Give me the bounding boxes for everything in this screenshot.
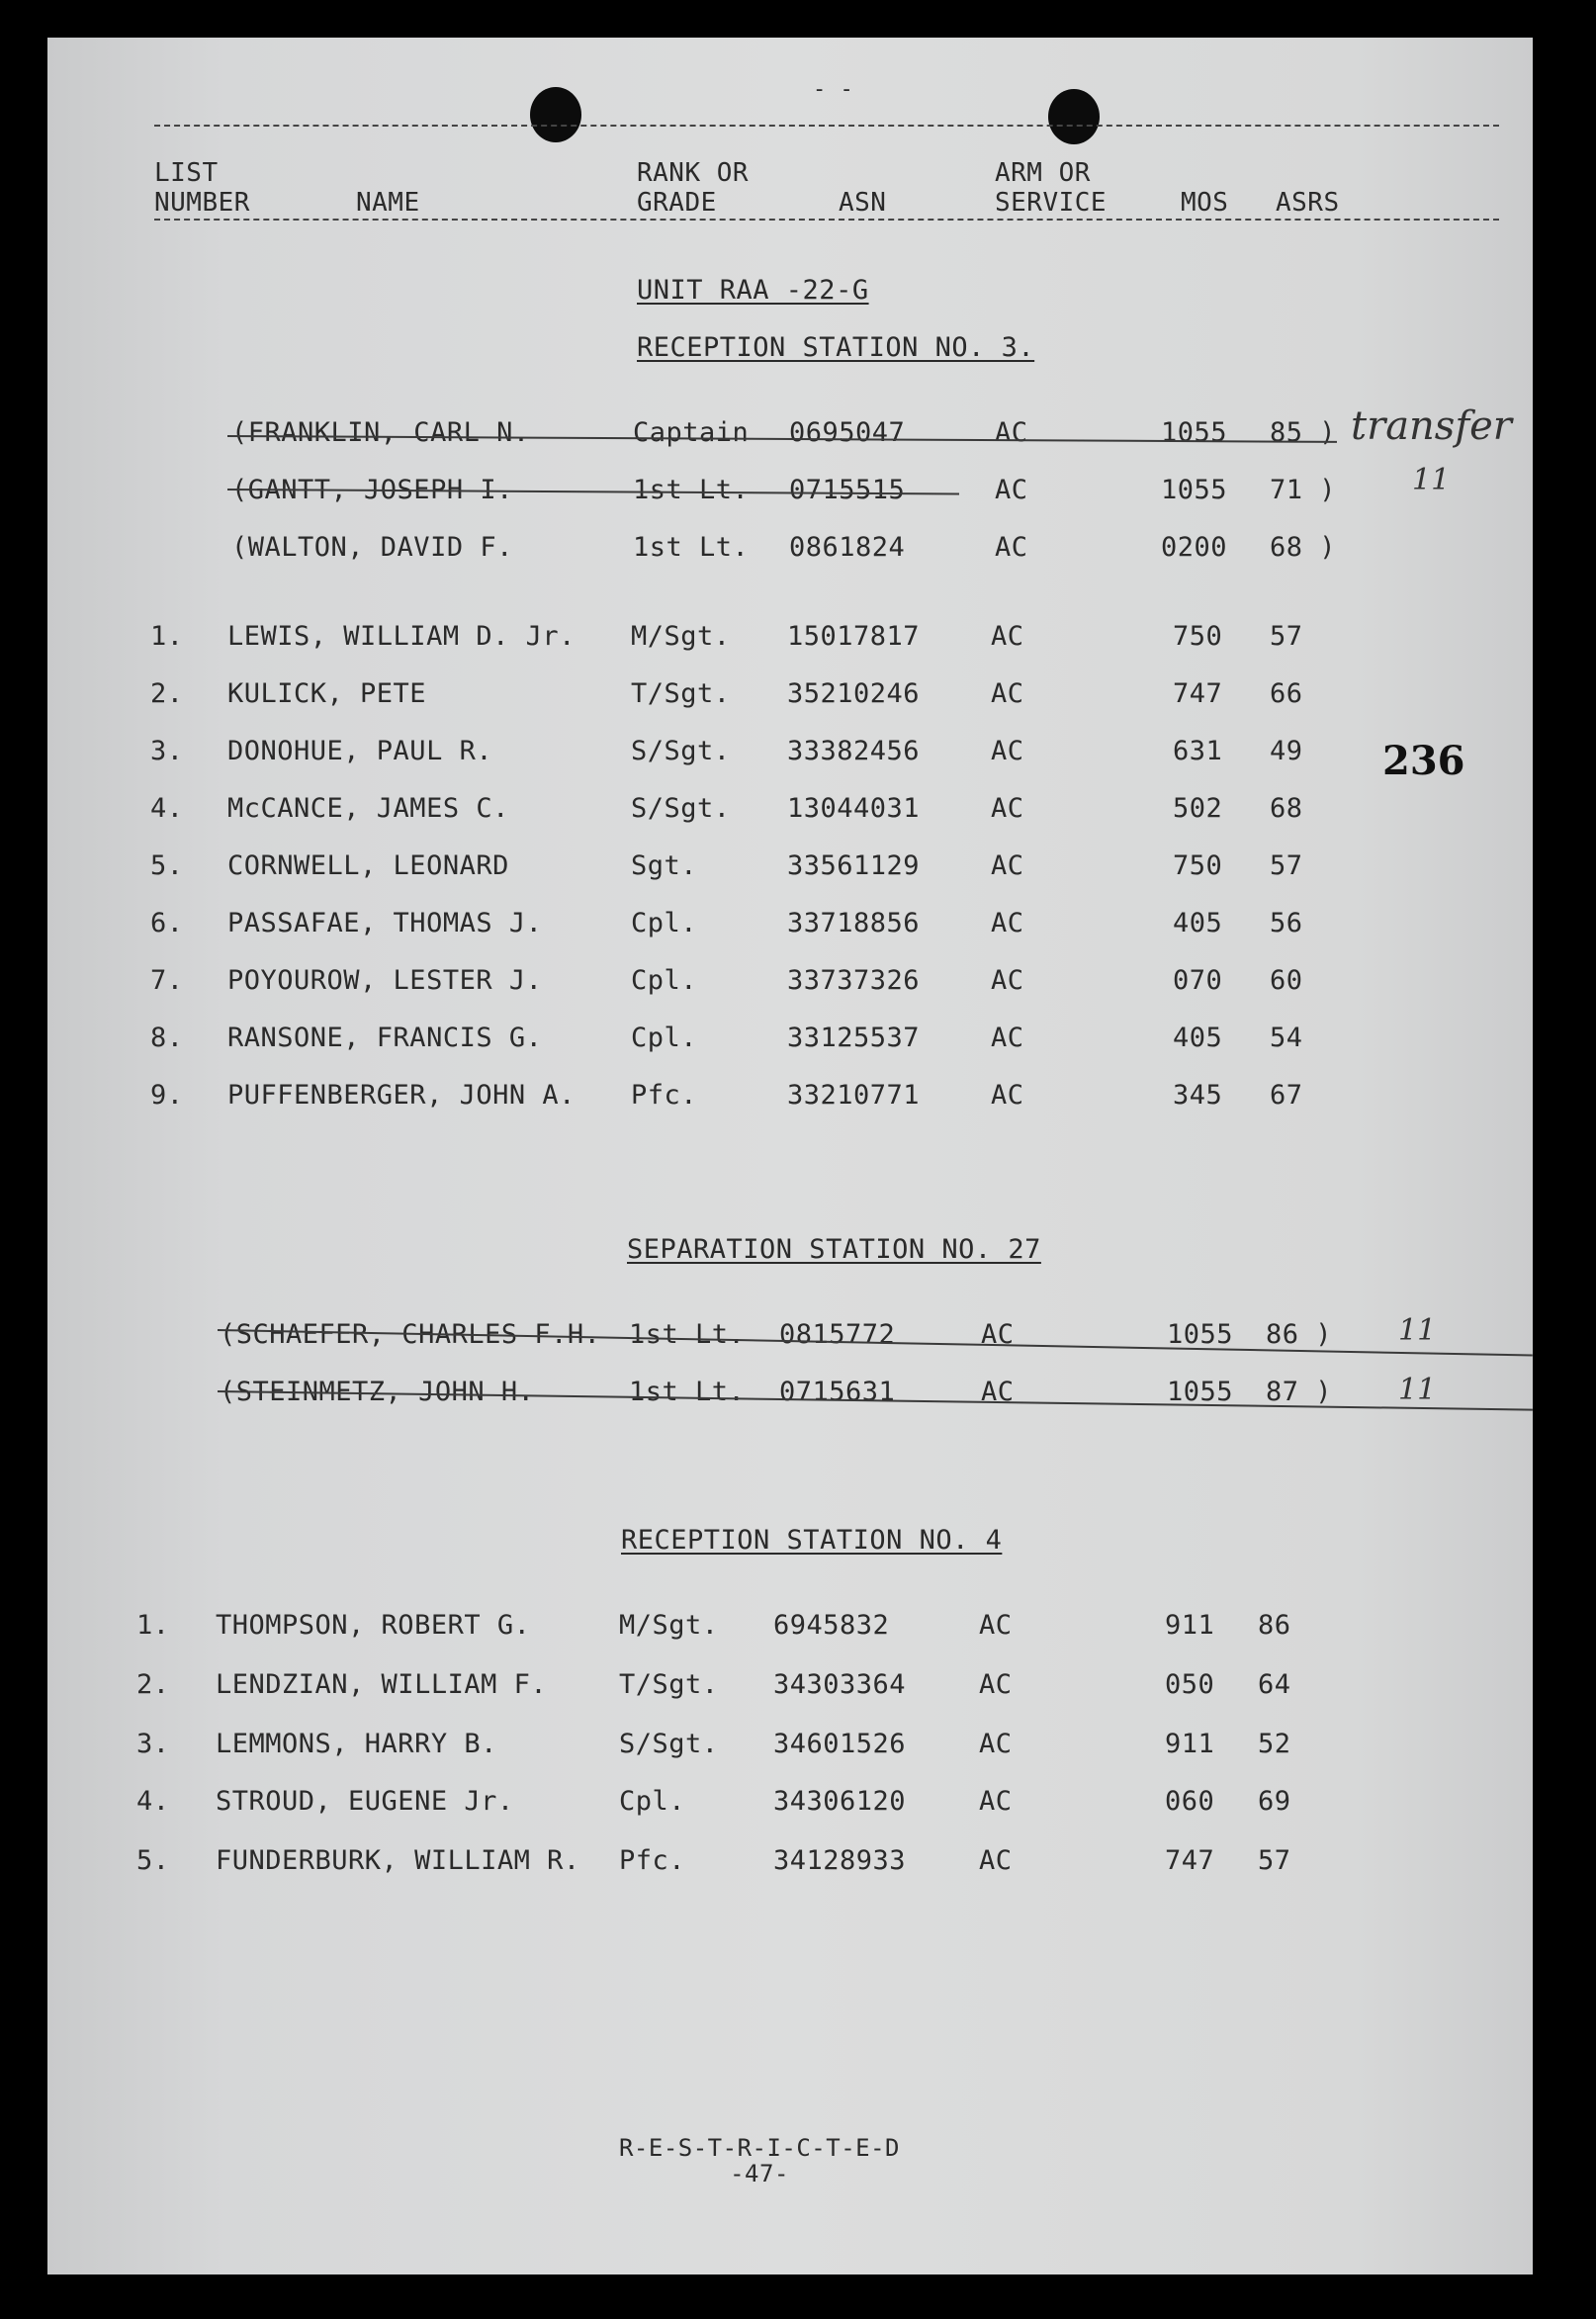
officer-rank: Captain xyxy=(633,417,750,448)
row-asn: 15017817 xyxy=(787,621,921,652)
handwritten-note: 11 xyxy=(1398,1313,1437,1348)
officer-rank: 1st Lt. xyxy=(629,1377,746,1407)
officer-name: (SCHAEFER, CHARLES F.H. xyxy=(220,1319,601,1350)
officer-mos: 1055 xyxy=(1167,1319,1234,1350)
officer-asrs: 87 ) xyxy=(1266,1377,1333,1407)
row-mos: 502 xyxy=(1173,793,1223,824)
row-name: PASSAFAE, THOMAS J. xyxy=(227,908,543,938)
top-mark: - - xyxy=(813,77,854,102)
row-asn: 33718856 xyxy=(787,908,921,938)
row-arm: AC xyxy=(991,965,1024,996)
row-asn: 33561129 xyxy=(787,850,921,881)
row-name: POYOUROW, LESTER J. xyxy=(227,965,543,996)
row-arm: AC xyxy=(979,1729,1013,1759)
officer-asrs: 68 ) xyxy=(1270,532,1337,563)
row-arm: AC xyxy=(991,736,1024,766)
row-mos: 345 xyxy=(1173,1080,1223,1111)
handwritten-note: transfer xyxy=(1351,403,1512,449)
header-arm: ARM OR SERVICE xyxy=(995,158,1108,218)
row-rank: M/Sgt. xyxy=(631,621,731,652)
section3-title: RECEPTION STATION NO. 4 xyxy=(621,1525,1003,1556)
row-name: KULICK, PETE xyxy=(227,678,427,709)
row-name: LEMMONS, HARRY B. xyxy=(216,1729,497,1759)
row-rank: Pfc. xyxy=(619,1845,686,1876)
row-asrs: 60 xyxy=(1270,965,1303,996)
row-number: 1. xyxy=(136,1610,170,1641)
row-mos: 070 xyxy=(1173,965,1223,996)
document-page xyxy=(47,38,1533,2274)
punch-hole-right xyxy=(1048,89,1100,144)
row-asn: 34303364 xyxy=(773,1669,907,1700)
row-asrs: 56 xyxy=(1270,908,1303,938)
row-number: 2. xyxy=(136,1669,170,1700)
row-arm: AC xyxy=(991,621,1024,652)
row-arm: AC xyxy=(991,793,1024,824)
row-arm: AC xyxy=(991,1023,1024,1053)
row-asn: 35210246 xyxy=(787,678,921,709)
officer-name: (GANTT, JOSEPH I. xyxy=(231,475,513,505)
officer-arm: AC xyxy=(995,532,1028,563)
row-mos: 750 xyxy=(1173,850,1223,881)
row-rank: T/Sgt. xyxy=(619,1669,719,1700)
row-asrs: 52 xyxy=(1258,1729,1291,1759)
row-number: 2. xyxy=(150,678,184,709)
row-arm: AC xyxy=(979,1786,1013,1817)
row-mos: 405 xyxy=(1173,1023,1223,1053)
row-arm: AC xyxy=(991,678,1024,709)
row-asrs: 67 xyxy=(1270,1080,1303,1111)
officer-mos: 1055 xyxy=(1161,417,1228,448)
officer-arm: AC xyxy=(995,417,1028,448)
stamped-page-number: 236 xyxy=(1382,738,1465,784)
row-rank: S/Sgt. xyxy=(631,793,731,824)
row-number: 1. xyxy=(150,621,184,652)
section2-title: SEPARATION STATION NO. 27 xyxy=(627,1234,1041,1265)
row-asn: 33125537 xyxy=(787,1023,921,1053)
row-rank: S/Sgt. xyxy=(631,736,731,766)
row-arm: AC xyxy=(979,1610,1013,1641)
row-rank: Cpl. xyxy=(619,1786,686,1817)
row-mos: 747 xyxy=(1165,1845,1215,1876)
officer-rank: 1st Lt. xyxy=(629,1319,746,1350)
header-list-number: LIST NUMBER xyxy=(154,158,250,218)
row-name: DONOHUE, PAUL R. xyxy=(227,736,493,766)
officer-asrs: 86 ) xyxy=(1266,1319,1333,1350)
header-name: NAME xyxy=(356,188,420,218)
officer-asn: 0715631 xyxy=(779,1377,896,1407)
officer-asn: 0695047 xyxy=(789,417,906,448)
row-number: 3. xyxy=(150,736,184,766)
row-mos: 060 xyxy=(1165,1786,1215,1817)
row-mos: 405 xyxy=(1173,908,1223,938)
row-name: McCANCE, JAMES C. xyxy=(227,793,509,824)
row-name: FUNDERBURK, WILLIAM R. xyxy=(216,1845,580,1876)
officer-rank: 1st Lt. xyxy=(633,475,750,505)
handwritten-note: 11 xyxy=(1398,1373,1437,1407)
row-asrs: 57 xyxy=(1270,621,1303,652)
punch-hole-left xyxy=(530,87,581,142)
row-name: LEWIS, WILLIAM D. Jr. xyxy=(227,621,576,652)
officer-name: (FRANKLIN, CARL N. xyxy=(231,417,530,448)
row-name: RANSONE, FRANCIS G. xyxy=(227,1023,543,1053)
officer-arm: AC xyxy=(981,1319,1015,1350)
row-asrs: 57 xyxy=(1258,1845,1291,1876)
header-rank: RANK OR GRADE xyxy=(637,158,750,218)
top-dashed-rule xyxy=(154,125,1499,127)
row-number: 6. xyxy=(150,908,184,938)
row-rank: Cpl. xyxy=(631,1023,698,1053)
row-rank: S/Sgt. xyxy=(619,1729,719,1759)
row-asn: 33737326 xyxy=(787,965,921,996)
row-asn: 33210771 xyxy=(787,1080,921,1111)
header-mos: MOS xyxy=(1181,188,1229,218)
row-number: 9. xyxy=(150,1080,184,1111)
row-asn: 6945832 xyxy=(773,1610,890,1641)
row-rank: Pfc. xyxy=(631,1080,698,1111)
row-mos: 911 xyxy=(1165,1729,1215,1759)
row-asrs: 57 xyxy=(1270,850,1303,881)
row-rank: Cpl. xyxy=(631,965,698,996)
row-asn: 34306120 xyxy=(773,1786,907,1817)
row-mos: 911 xyxy=(1165,1610,1215,1641)
row-asrs: 69 xyxy=(1258,1786,1291,1817)
handwritten-note: 11 xyxy=(1412,463,1451,497)
row-number: 4. xyxy=(150,793,184,824)
section1-title: RECEPTION STATION NO. 3. xyxy=(637,332,1035,363)
row-arm: AC xyxy=(991,908,1024,938)
row-name: CORNWELL, LEONARD xyxy=(227,850,509,881)
row-asrs: 86 xyxy=(1258,1610,1291,1641)
row-mos: 747 xyxy=(1173,678,1223,709)
row-name: LENDZIAN, WILLIAM F. xyxy=(216,1669,548,1700)
officer-mos: 1055 xyxy=(1161,475,1228,505)
row-asrs: 66 xyxy=(1270,678,1303,709)
officer-mos: 0200 xyxy=(1161,532,1228,563)
officer-name: (WALTON, DAVID F. xyxy=(231,532,513,563)
officer-asn: 0861824 xyxy=(789,532,906,563)
row-asrs: 64 xyxy=(1258,1669,1291,1700)
row-name: PUFFENBERGER, JOHN A. xyxy=(227,1080,576,1111)
page-number: -47- xyxy=(730,2160,789,2187)
officer-asn: 0715515 xyxy=(789,475,906,505)
classification-footer: R-E-S-T-R-I-C-T-E-D xyxy=(618,2134,901,2162)
header-asrs: ASRS xyxy=(1276,188,1340,218)
row-number: 7. xyxy=(150,965,184,996)
row-asrs: 68 xyxy=(1270,793,1303,824)
row-arm: AC xyxy=(979,1845,1013,1876)
row-asn: 34128933 xyxy=(773,1845,907,1876)
row-number: 5. xyxy=(136,1845,170,1876)
row-number: 3. xyxy=(136,1729,170,1759)
row-name: THOMPSON, ROBERT G. xyxy=(216,1610,531,1641)
officer-arm: AC xyxy=(981,1377,1015,1407)
officer-rank: 1st Lt. xyxy=(633,532,750,563)
officer-mos: 1055 xyxy=(1167,1377,1234,1407)
row-rank: M/Sgt. xyxy=(619,1610,719,1641)
officer-arm: AC xyxy=(995,475,1028,505)
row-rank: Sgt. xyxy=(631,850,698,881)
row-arm: AC xyxy=(979,1669,1013,1700)
officer-asn: 0815772 xyxy=(779,1319,896,1350)
officer-asrs: 85 ) xyxy=(1270,417,1337,448)
row-asn: 34601526 xyxy=(773,1729,907,1759)
officer-asrs: 71 ) xyxy=(1270,475,1337,505)
row-asrs: 54 xyxy=(1270,1023,1303,1053)
row-mos: 050 xyxy=(1165,1669,1215,1700)
row-arm: AC xyxy=(991,850,1024,881)
header-asn: ASN xyxy=(839,188,887,218)
row-arm: AC xyxy=(991,1080,1024,1111)
row-mos: 631 xyxy=(1173,736,1223,766)
officer-name: (STEINMETZ, JOHN H. xyxy=(220,1377,535,1407)
row-rank: T/Sgt. xyxy=(631,678,731,709)
header-dashed-rule xyxy=(154,219,1499,221)
row-number: 8. xyxy=(150,1023,184,1053)
row-name: STROUD, EUGENE Jr. xyxy=(216,1786,514,1817)
row-number: 5. xyxy=(150,850,184,881)
unit-title: UNIT RAA -22-G xyxy=(637,275,869,306)
row-mos: 750 xyxy=(1173,621,1223,652)
row-asn: 33382456 xyxy=(787,736,921,766)
row-asn: 13044031 xyxy=(787,793,921,824)
row-rank: Cpl. xyxy=(631,908,698,938)
row-number: 4. xyxy=(136,1786,170,1817)
row-asrs: 49 xyxy=(1270,736,1303,766)
